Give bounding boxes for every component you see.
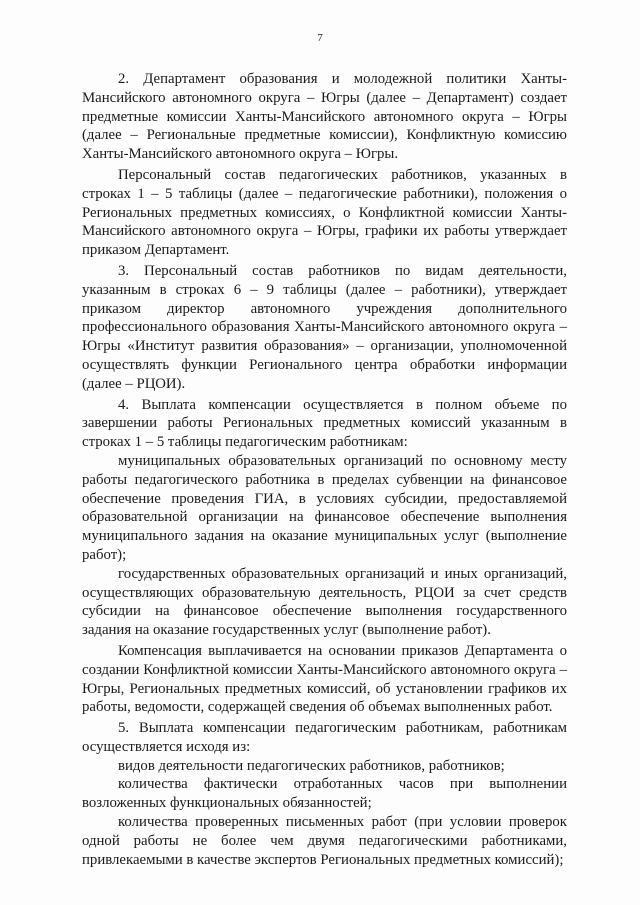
paragraph-4-compensation: 4. Выплата компенсации осуществляется в полном объеме по завершении работы Региональных предметных комиссий указанным в строках 1 – 5 таблицы педагогическим работникам:: [82, 396, 567, 451]
paragraph-3-workers: 3. Персональный состав работников по видам деятельности, указанным в строках 6 – 9 таблицы (далее – работники), утверждает приказом директор автономного учреждения дополнительного профессионального образования Ханты-Мансийского автономного округа – Югры «Институт развития образования» – организации, уполномоченной осуществлять функции Регионального центра обработки информации (далее – РЦОИ).: [82, 262, 567, 392]
paragraph-2-department: 2. Департамент образования и молодежной политики Ханты-Мансийского автономного округа – Югры (далее – Департамент) создает предметные комиссии Ханты-Мансийского автономного округа – Югры (далее – Региональные предметные комиссии), Конфликтную комиссию Ханты-Мансийского автономного округа – Югры.: [82, 71, 567, 163]
paragraph-5-payment: 5. Выплата компенсации педагогическим работникам, работникам осуществляется исходя из:: [82, 720, 567, 755]
paragraph-personnel-composition: Персональный состав педагогических работников, указанных в строках 1 – 5 таблицы (далее – педагогические работники), положения о Региональных предметных комиссиях, о Конфликтной комиссии Ханты-Мансийского автономного округа – Югры, графики их работы утверждает приказом Департамент.: [82, 166, 567, 259]
paragraph-checked-works: количества проверенных письменных работ (при условии проверок одной работы не более чем двумя педагогическими работниками, привлекаемыми в качестве экспертов Региональных предметных комиссий);: [82, 814, 567, 868]
paragraph-municipal-organizations: муниципальных образовательных организаций по основному месту работы педагогического работника в пределах субвенции на финансовое обеспечение проведения ГИА, в условиях субсидии, предоставляемой образовательной организации на финансовое обеспечение выполнения муниципального задания на оказание муниципальных услуг (выполнение работ);: [82, 452, 567, 563]
paragraph-hours-worked: количества фактически отработанных часов при выполнении возложенных функциональных обязанностей;: [82, 776, 567, 812]
document-body: [82, 70, 567, 869]
paragraph-state-organizations: государственных образовательных организаций и иных организаций, осуществляющих образовательную деятельность, РЦОИ за счет средств субсидии на финансовое обеспечение выполнения государственного задания на оказание государственных услуг (выполнение работ).: [82, 565, 567, 639]
paragraph-activity-types: видов деятельности педагогических работников, работников;: [118, 757, 505, 774]
paragraph-compensation-basis: Компенсация выплачивается на основании приказов Департамента о создании Конфликтной комиссии Ханты-Мансийского автономного округа – Югры, Региональных предметных комиссий, об установлении графиков их работы, ведомости, содержащей сведения об объемах выполненных работ.: [82, 642, 567, 716]
page-number: 7: [317, 32, 323, 44]
